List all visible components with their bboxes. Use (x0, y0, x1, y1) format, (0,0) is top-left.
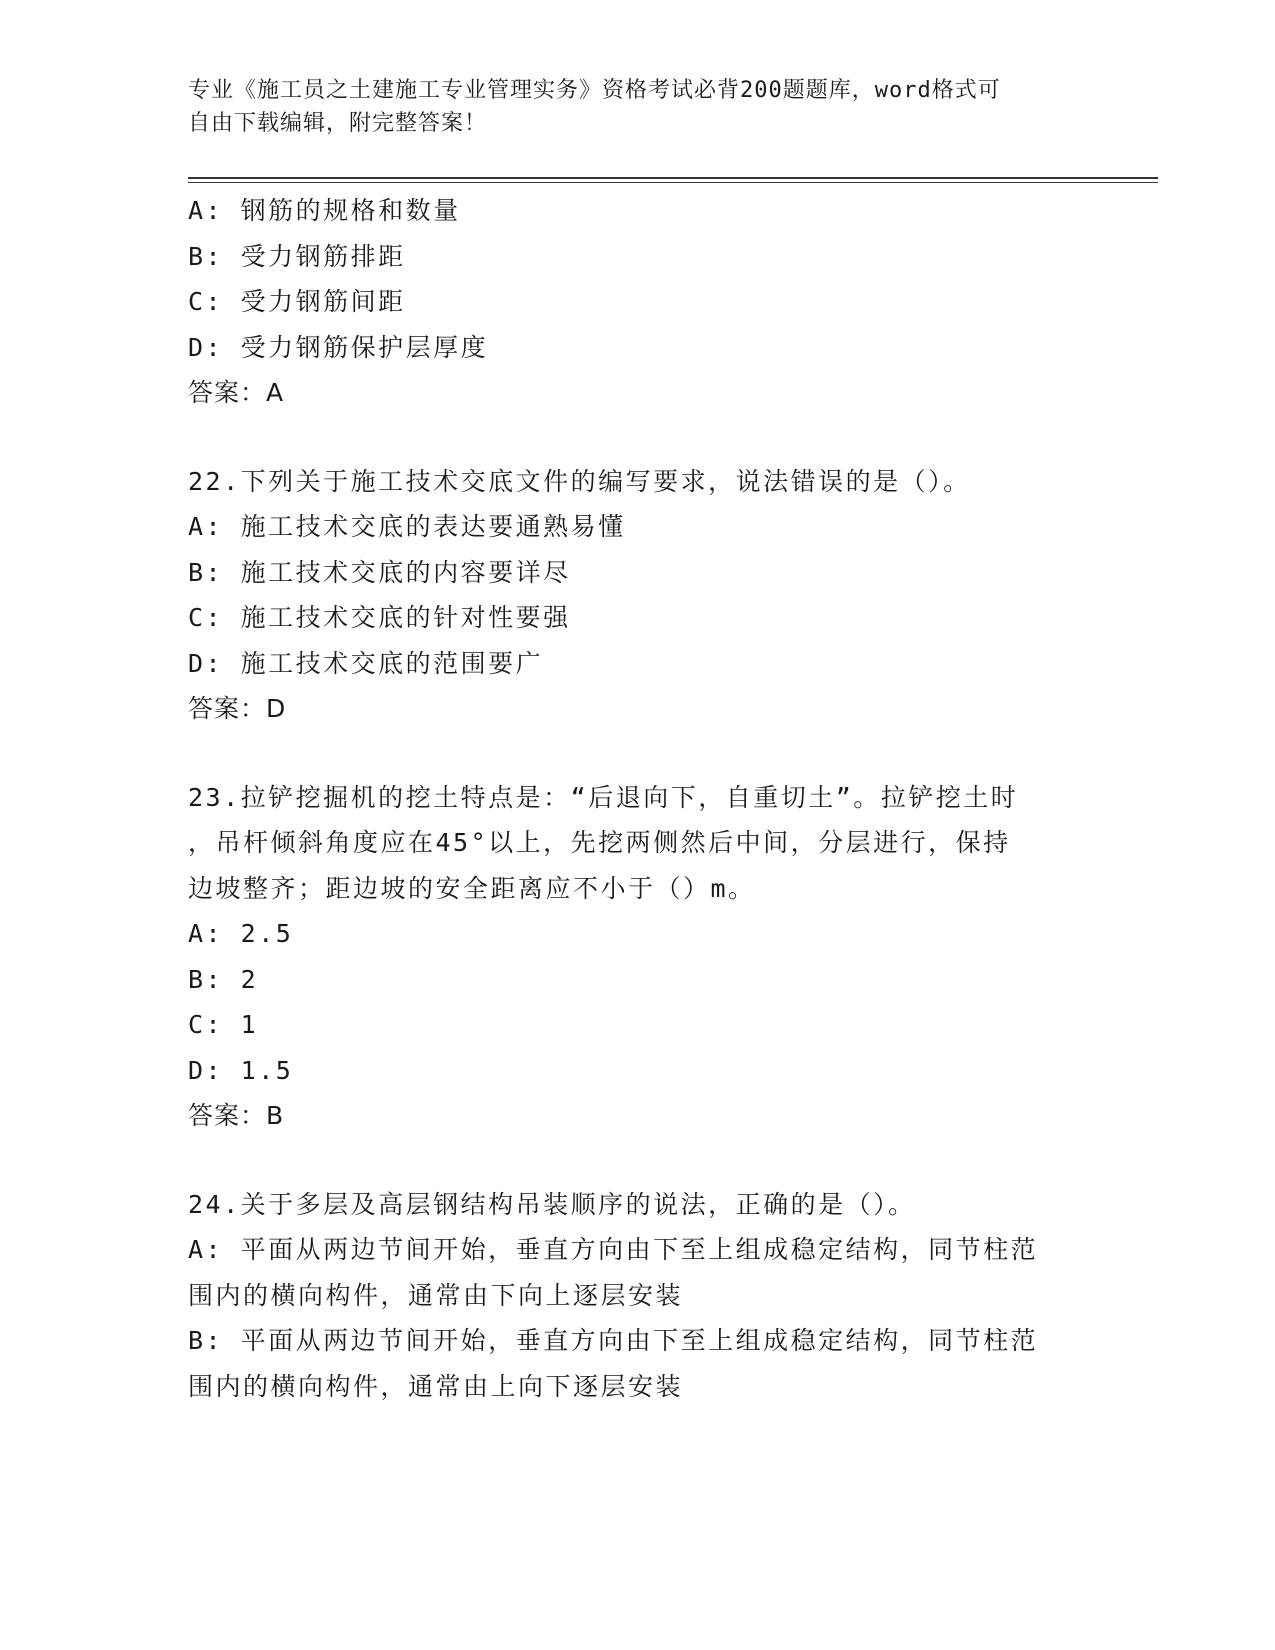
q23-question-line-2: ，吊杆倾斜角度应在45°以上，先挖两侧然后中间，分层进行，保持 (188, 828, 1011, 857)
q24-question: 24.关于多层及高层钢结构吊装顺序的说法，正确的是（）。 (188, 1189, 916, 1219)
q21-option-b: B: 受力钢筋排距 (188, 241, 406, 271)
q22-answer: 答案：D (188, 694, 287, 723)
spacer (188, 416, 1088, 459)
q24-option-b-line-1: B: 平面从两边节间开始，垂直方向由下至上组成稳定结构，同节柱范 (188, 1326, 1039, 1355)
q23-option-b: B: 2 (188, 964, 259, 994)
q22-option-c: C: 施工技术交底的针对性要强 (188, 603, 571, 632)
q22-question: 22.下列关于施工技术交底文件的编写要求，说法错误的是（）。 (188, 466, 971, 496)
q22-option-a: A: 施工技术交底的表达要通熟易懂 (188, 512, 626, 541)
q23-option-d: D: 1.5 (188, 1055, 294, 1085)
q24-option-b-line-2: 围内的横向构件，通常由上向下逐层安装 (188, 1371, 684, 1401)
q24-option-a-line-1: A: 平面从两边节间开始，垂直方向由下至上组成稳定结构，同节柱范 (188, 1235, 1039, 1264)
question-24-block (188, 1182, 1088, 1410)
spacer (188, 732, 1088, 775)
q23-answer: 答案：B (188, 1101, 285, 1130)
q21-option-a: A: 钢筋的规格和数量 (188, 196, 461, 225)
q24-option-a-line-2: 围内的横向构件，通常由下向上逐层安装 (188, 1280, 684, 1310)
header-divider-thin (188, 182, 1158, 183)
question-22-block (188, 459, 1088, 732)
question-23-block (188, 775, 1088, 1139)
question-content (188, 188, 1088, 1409)
q21-option-d: D: 受力钢筋保护层厚度 (188, 332, 489, 362)
q23-question-line-3: 边坡整齐；距边坡的安全距离应不小于（）m。 (188, 873, 756, 903)
q23-question-line-1: 23.拉铲挖掘机的挖土特点是：“后退向下，自重切土”。拉铲挖土时 (188, 782, 1019, 812)
header-line-1: 专业《施工员之土建施工专业管理实务》资格考试必背200题题库，word格式可 (188, 78, 1001, 103)
q21-option-c: C: 受力钢筋间距 (188, 287, 406, 316)
question-21-block (188, 188, 1088, 416)
header-divider-thick (188, 177, 1158, 179)
q22-option-d: D: 施工技术交底的范围要广 (188, 648, 544, 678)
document-header (188, 74, 1068, 140)
spacer (188, 1139, 1088, 1182)
q21-answer: 答案：A (188, 378, 285, 407)
q22-option-b: B: 施工技术交底的内容要详尽 (188, 557, 571, 587)
q23-option-c: C: 1 (188, 1010, 259, 1039)
header-line-2: 自由下载编辑，附完整答案！ (188, 111, 488, 136)
q23-option-a: A: 2.5 (188, 919, 294, 948)
